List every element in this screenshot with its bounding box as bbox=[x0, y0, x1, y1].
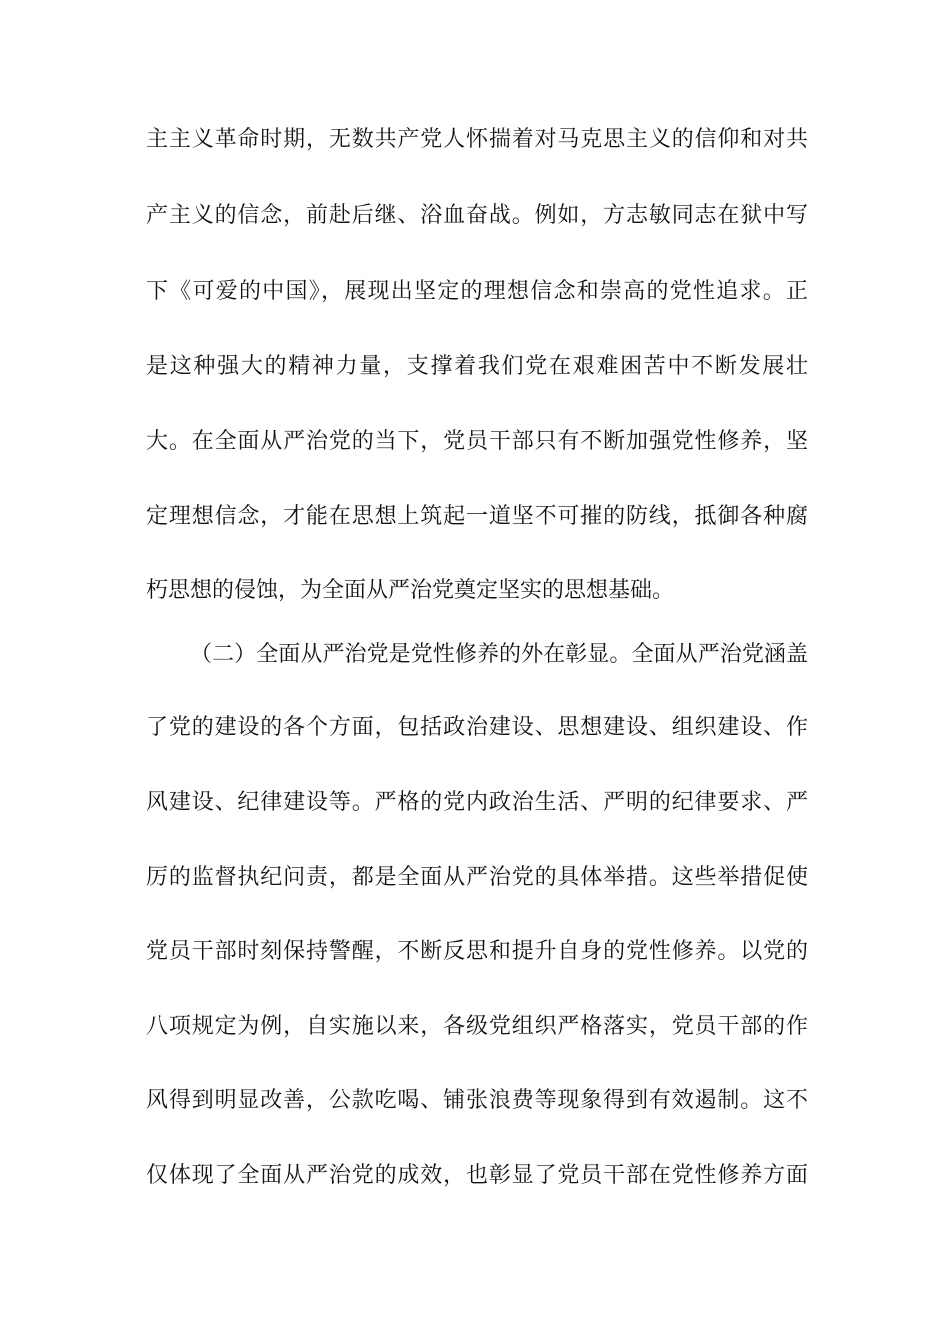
text-line-3: 下《可爱的中国》，展现出坚定的理想信念和崇高的党性追求。正 bbox=[146, 279, 808, 304]
text-line-9: 了党的建设的各个方面，包括政治建设、思想建设、组织建设、作 bbox=[146, 715, 808, 740]
text-line-6: 定理想信念，才能在思想上筑起一道坚不可摧的防线，抵御各种腐 bbox=[146, 504, 808, 529]
text-line-4: 是这种强大的精神力量，支撑着我们党在艰难困苦中不断发展壮 bbox=[146, 354, 808, 379]
text-line-15: 仅体现了全面从严治党的成效，也彰显了党员干部在党性修养方面 bbox=[146, 1163, 808, 1188]
text-line-5: 大。在全面从严治党的当下，党员干部只有不断加强党性修养，坚 bbox=[146, 429, 808, 454]
text-line-11: 厉的监督执纪问责，都是全面从严治党的具体举措。这些举措促使 bbox=[146, 865, 808, 890]
text-line-12: 党员干部时刻保持警醒，不断反思和提升自身的党性修养。以党的 bbox=[146, 939, 808, 964]
text-line-1: 主主义革命时期，无数共产党人怀揣着对马克思主义的信仰和对共 bbox=[146, 127, 808, 152]
text-line-8: （二）全面从严治党是党性修养的外在彰显。全面从严治党涵盖 bbox=[190, 642, 808, 667]
text-line-10: 风建设、纪律建设等。严格的党内政治生活、严明的纪律要求、严 bbox=[146, 790, 808, 815]
text-line-14: 风得到明显改善，公款吃喝、铺张浪费等现象得到有效遏制。这不 bbox=[146, 1088, 808, 1113]
text-line-7: 朽思想的侵蚀，为全面从严治党奠定坚实的思想基础。 bbox=[146, 578, 675, 603]
text-line-2: 产主义的信念，前赴后继、浴血奋战。例如，方志敏同志在狱中写 bbox=[146, 203, 808, 228]
text-line-13: 八项规定为例，自实施以来，各级党组织严格落实，党员干部的作 bbox=[146, 1014, 808, 1039]
